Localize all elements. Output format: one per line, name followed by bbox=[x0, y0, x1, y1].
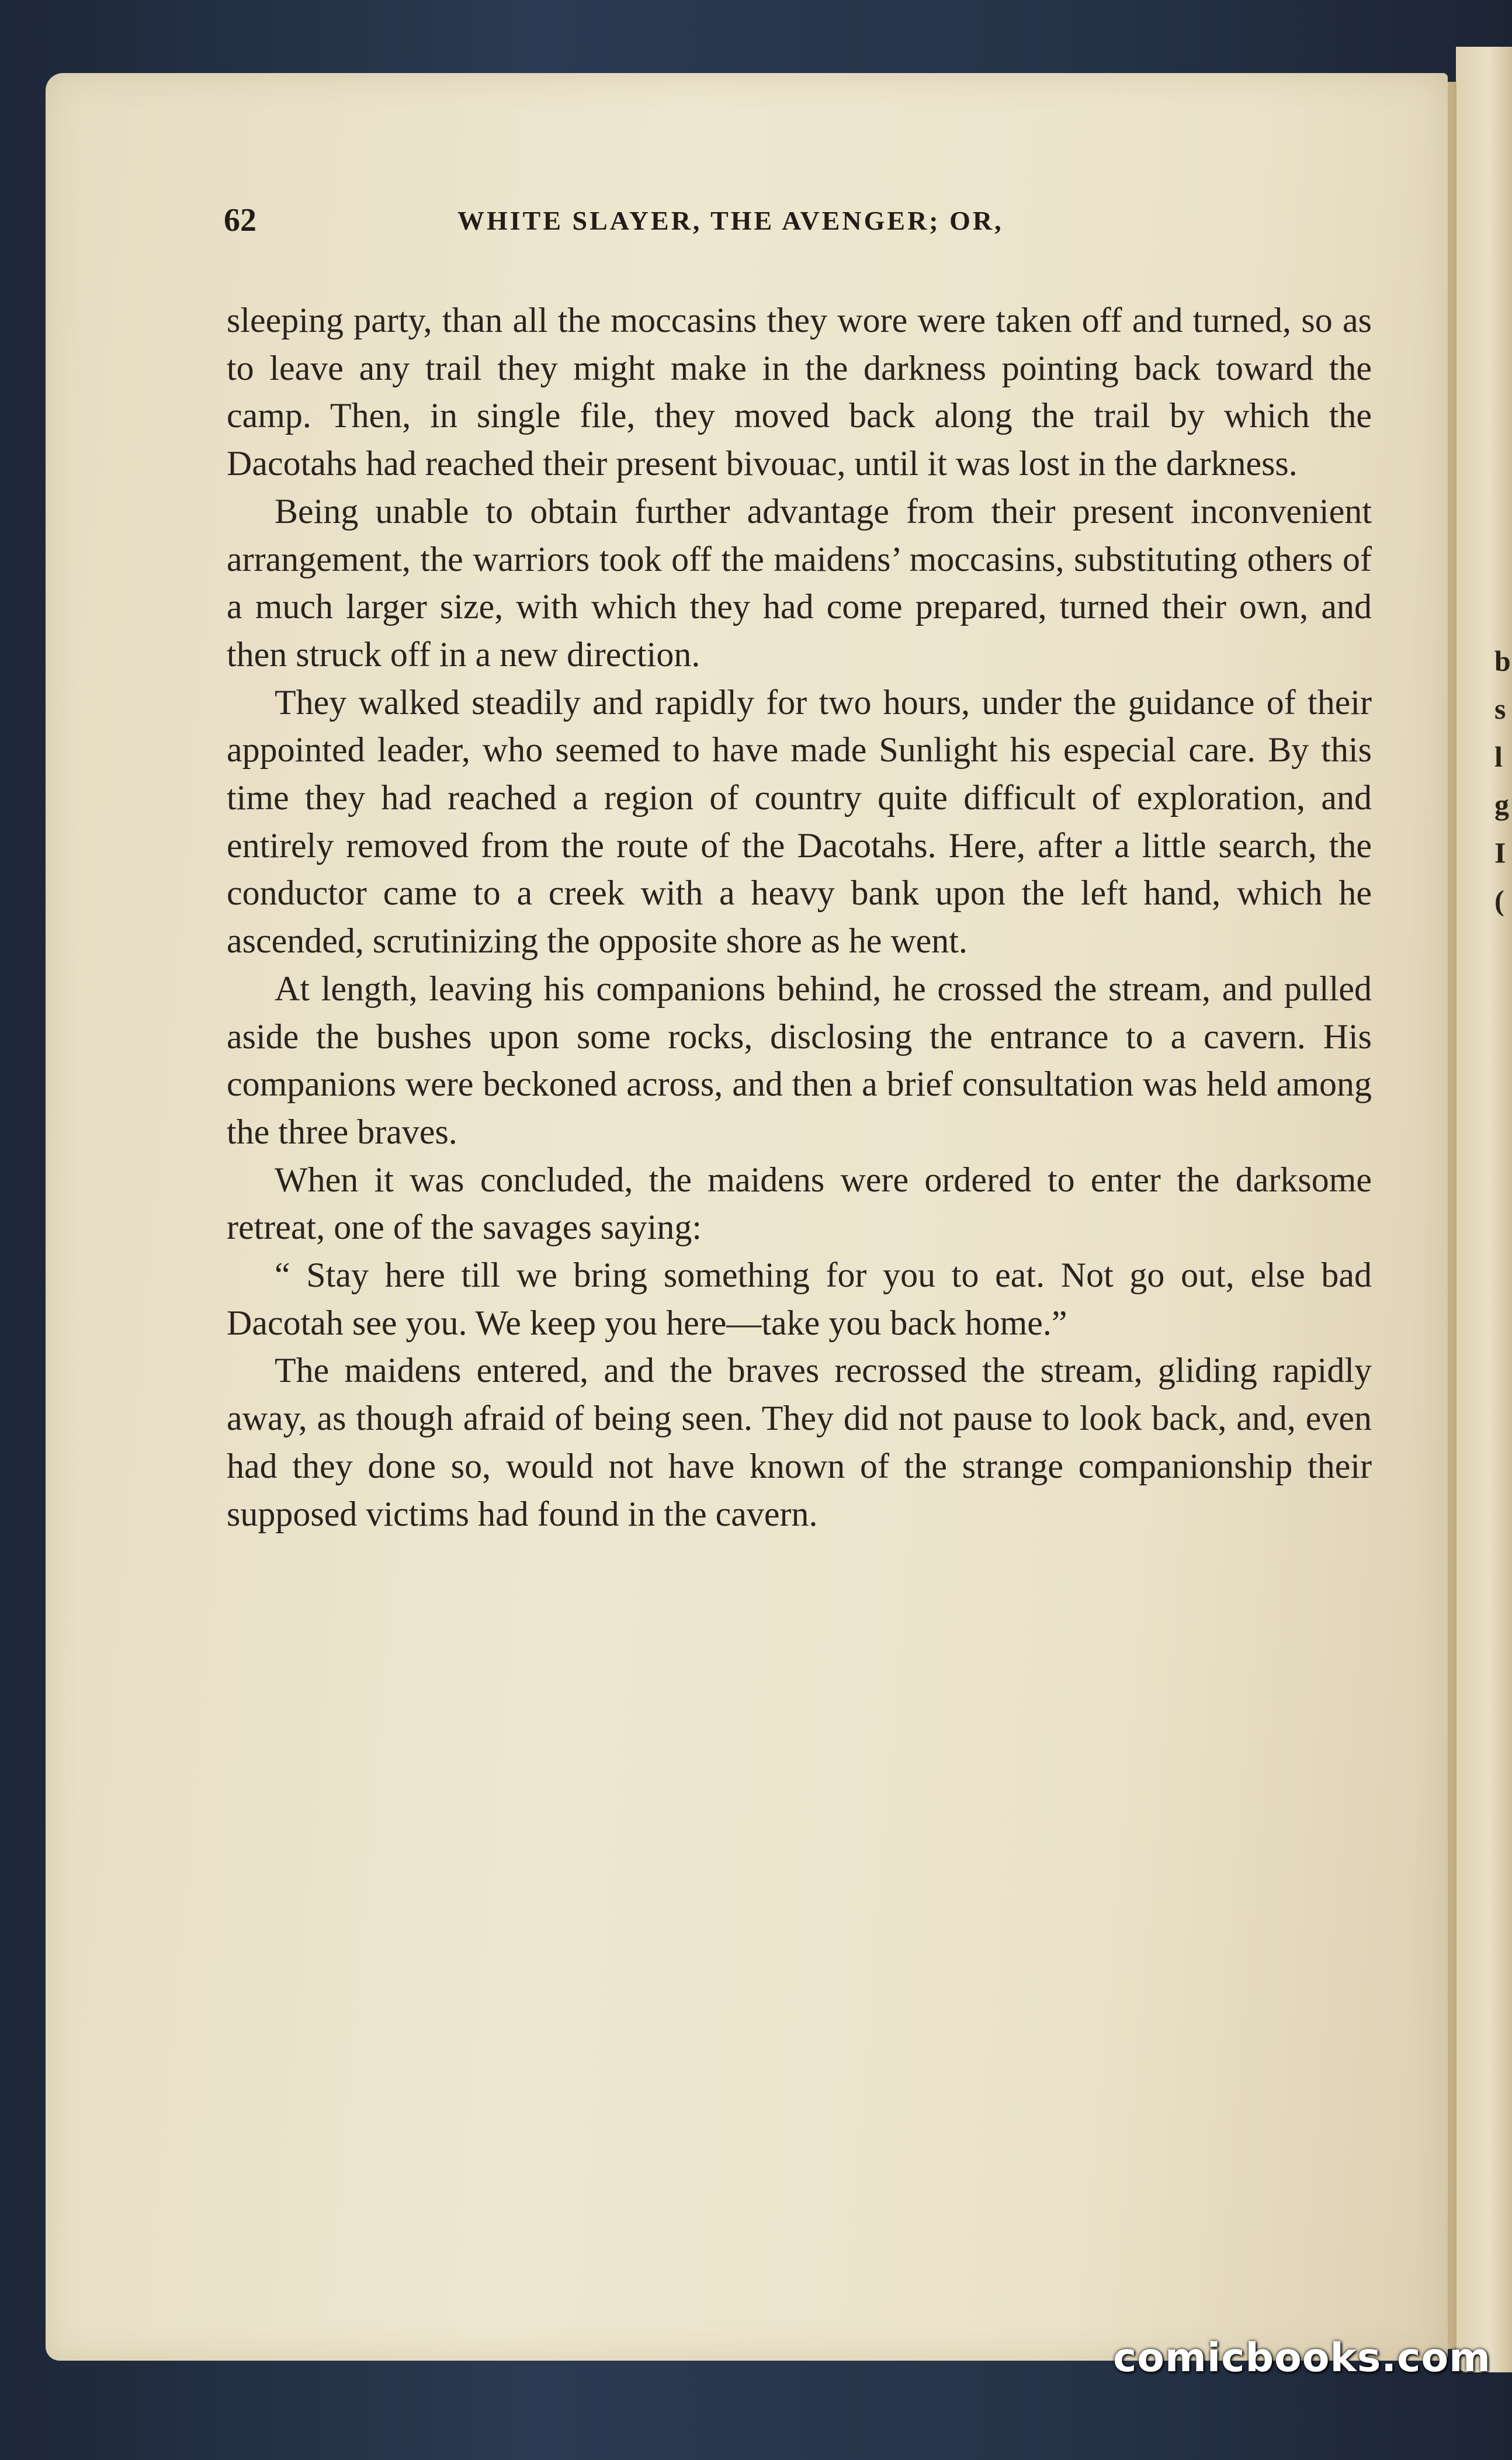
page-header bbox=[224, 202, 1141, 248]
facing-page-text-fragment: b s l g I ( bbox=[1494, 645, 1511, 917]
paragraph-5: When it was concluded, the maidens were ordered to enter the darksome retreat, one of the savages saying: bbox=[227, 1160, 1372, 1247]
paragraph-4: At length, leaving his companions behind, he crossed the stream, and pulled aside the bushes upon some rocks, disclosing the entrance to a cavern. His companions were beckoned across, and then a brief consultation was held among the three braves. bbox=[227, 969, 1372, 1151]
body-text bbox=[227, 297, 1372, 1538]
paragraph-1: sleeping party, than all the moccasins they wore were taken off and turned, so as to leave any trail they might make in the darkness pointing back toward the camp. Then, in single file, they moved back along the trail by which the Dacotahs had reached their present bivouac, until it was lost in the darkness. bbox=[227, 301, 1372, 483]
site-watermark: comicbooks.com bbox=[1113, 2335, 1492, 2381]
paragraph-6: “ Stay here till we bring something for you to eat. Not go out, else bad Dacotah see you. We keep you here—take you back home.” bbox=[227, 1256, 1372, 1342]
running-head: WHITE SLAYER, THE AVENGER; OR, bbox=[457, 206, 1004, 235]
page-number: 62 bbox=[224, 202, 256, 238]
paragraph-3: They walked steadily and rapidly for two hours, under the guidance of their appointed leader, who seemed to have made Sunlight his especial care. By this time they had reached a region of country quite difficult of exploration, and entirely removed from the route of the Dacotahs. Here, after a little search, the conductor came to a creek with a heavy bank upon the left hand, which he ascended, scrutinizing the opposite shore as he went. bbox=[227, 682, 1372, 961]
paragraph-7: The maidens entered, and the braves recrossed the stream, gliding rapidly away, as though afraid of being seen. They did not pause to look back, and, even had they done so, would not have known of the strange companionship their supposed victims had found in the cavern. bbox=[227, 1351, 1372, 1533]
facing-page-edge bbox=[1456, 47, 1512, 2372]
paragraph-2: Being unable to obtain further advantage from their present inconvenient arrangement, the warriors took off the maidens’ moccasins, substituting others of a much larger size, with which they had come prepared, turned their own, and then struck off in a new direction. bbox=[227, 491, 1372, 674]
